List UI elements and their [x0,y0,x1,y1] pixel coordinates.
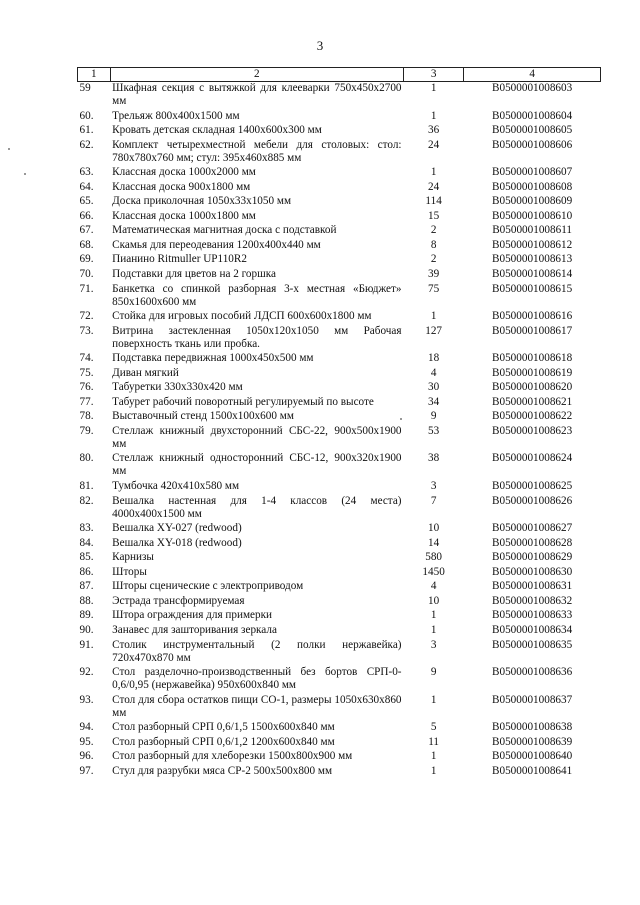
table-row [78,110,601,125]
item-number: 77. [79,395,94,408]
item-code: B0500001008639 [492,735,573,748]
item-name: Комплект четырехместной мебели для столовых: стол: 780х780х760 мм; стул: 395х460х885 мм [112,138,402,164]
item-number: 88. [79,594,94,607]
item-code: B0500001008628 [492,536,573,549]
table-row [78,181,601,196]
header-col-4: 4 [464,68,601,82]
item-number: 64. [79,180,94,193]
scan-speck [24,173,26,175]
item-code: B0500001008605 [492,124,573,137]
item-number: 97. [79,764,94,777]
item-code: B0500001008620 [492,381,573,394]
table-row [78,325,601,353]
item-number: 85. [79,551,94,564]
item-quantity: 2 [430,224,437,237]
item-code: B0500001008631 [492,580,573,593]
table-row [78,195,601,210]
item-code: B0500001008613 [492,253,573,266]
item-name: Шкафная секция с вытяжкой для клееварки 750х450х2700 мм [112,82,402,107]
item-number: 82. [79,494,94,507]
table-row [78,750,601,765]
item-code: B0500001008609 [492,195,573,208]
item-name: Кровать детская складная 1400х600х300 мм [112,124,322,137]
item-number: 68. [79,238,94,251]
item-name: Стол разборный СРП 0,6/1,2 1200х600х840 мм [112,735,335,748]
table-row [78,239,601,254]
item-quantity: 1 [430,693,437,706]
item-number: 79. [79,424,94,437]
item-quantity: 7 [430,494,437,507]
item-code: B0500001008603 [492,82,573,94]
item-code: B0500001008608 [492,180,573,193]
item-code: B0500001008611 [492,224,572,237]
table-row [78,82,601,110]
item-code: B0500001008618 [492,352,573,365]
item-quantity: 53 [428,424,440,437]
item-number: 66. [79,209,94,222]
item-name: Выставочный стенд 1500х100х600 мм [112,410,294,423]
item-code: B0500001008610 [492,209,573,222]
table-row [78,452,601,480]
item-name: Пианино Ritmuller UP110R2 [112,253,247,266]
header-col-2: 2 [110,68,403,82]
item-quantity: 18 [428,352,440,365]
item-quantity: 39 [428,268,440,281]
item-number: 62. [79,138,94,151]
item-code: B0500001008636 [492,666,573,679]
item-name: Стол разделочно-производственный без бортов СРП-0-0,6/0,95 (нержавейка) 950х600х840 мм [112,666,402,692]
table-row [78,580,601,595]
item-quantity: 38 [428,452,440,465]
item-code: B0500001008616 [492,310,573,323]
item-name: Классная доска 1000х1800 мм [112,209,256,222]
item-quantity: 8 [430,238,437,251]
item-quantity: 11 [428,735,439,748]
item-number: 89. [79,609,94,622]
item-name: Трельяж 800х400х1500 мм [112,109,240,122]
item-quantity: 10 [428,594,440,607]
page-number: 3 [316,38,324,53]
item-number: 91. [79,638,94,651]
scan-speck [400,418,402,420]
item-name: Банкетка со спинкой разборная 3-х местная «Бюджет» 850х1600х600 мм [112,282,402,308]
table-row [78,595,601,610]
item-quantity: 1 [430,310,437,323]
item-quantity: 75 [428,282,440,295]
table-body [78,82,601,780]
item-quantity: 24 [428,180,440,193]
item-quantity: 3 [430,480,437,493]
scan-speck [8,148,10,150]
item-name: Скамья для переодевания 1200х400х440 мм [112,238,321,251]
item-number: 65. [79,195,94,208]
table-row [78,609,601,624]
item-name: Стол для сбора остатков пищи СО-1, размеры 1050х630х860 мм [112,693,402,719]
header-col-3: 3 [404,68,464,82]
item-number: 92. [79,666,94,679]
item-quantity: 24 [428,138,440,151]
item-code: B0500001008640 [492,750,573,763]
table-row [78,310,601,325]
item-code: B0500001008634 [492,623,573,636]
item-name: Вешалка XY-018 (redwood) [112,536,242,549]
item-code: B0500001008633 [492,609,573,622]
item-number: 73. [79,324,94,337]
item-number: 60. [79,109,94,122]
item-quantity: 34 [428,395,440,408]
table-row [78,537,601,552]
item-name: Стол разборный СРП 0,6/1,5 1500х600х840 мм [112,721,335,734]
item-number: 87. [79,580,94,593]
item-name: Табурет рабочий поворотный регулируемый по высоте [112,395,374,408]
item-quantity: 1 [430,109,437,122]
item-quantity: 1 [430,764,437,777]
item-code: B0500001008615 [492,282,573,295]
table-row [78,495,601,523]
item-quantity: 1450 [422,565,445,578]
item-code: B0500001008641 [492,764,573,777]
item-name: Штора ограждения для примерки [112,609,273,622]
table-row [78,367,601,382]
table-row [78,124,601,139]
item-code: B0500001008619 [492,366,573,379]
item-code: B0500001008637 [492,693,573,706]
item-name: Диван мягкий [112,366,179,379]
item-quantity: 4 [430,580,437,593]
table-row [78,166,601,181]
table-header-row [78,68,601,82]
item-number: 96. [79,750,94,763]
item-name: Эстрада трансформируемая [112,594,245,607]
item-name: Тумбочка 420х410х580 мм [112,480,240,493]
item-code: B0500001008629 [492,551,573,564]
item-name: Математическая магнитная доска с подставкой [112,224,337,237]
item-code: B0500001008606 [492,138,573,151]
table-row [78,522,601,537]
table-row [78,666,601,694]
table-row [78,639,601,667]
item-code: B0500001008632 [492,594,573,607]
item-name: Вешалка настенная для 1-4 классов (24 места) 4000х400х1500 мм [112,494,402,520]
item-quantity: 1 [430,166,437,179]
item-quantity: 1 [430,82,437,94]
table-row [78,736,601,751]
item-code: B0500001008635 [492,638,573,651]
item-code: B0500001008617 [492,324,573,337]
item-name: Карнизы [112,551,154,564]
header-col-1: 1 [78,68,111,82]
item-number: 76. [79,381,94,394]
item-code: B0500001008612 [492,238,573,251]
table-row [78,566,601,581]
item-number: 70. [79,268,94,281]
item-number: 86. [79,565,94,578]
item-code: B0500001008627 [492,522,573,535]
item-quantity: 3 [430,638,437,651]
table-row [78,765,601,780]
inventory-table [77,67,601,779]
item-quantity: 9 [430,410,437,423]
item-name: Стол разборный для хлеборезки 1500х800х900 мм [112,750,353,763]
item-quantity: 127 [425,324,442,337]
item-code: B0500001008625 [492,480,573,493]
item-code: B0500001008623 [492,424,573,437]
item-number: 67. [79,224,94,237]
item-number: 94. [79,721,94,734]
table-row [78,352,601,367]
item-name: Стеллаж книжный односторонний СБС-12, 900х320х1900 мм [112,452,402,478]
item-quantity: 1 [430,609,437,622]
item-name: Подставка передвижная 1000х450х500 мм [112,352,314,365]
item-number: 74. [79,352,94,365]
item-number: 90. [79,623,94,636]
item-quantity: 15 [428,209,440,222]
table-row [78,381,601,396]
item-name: Занавес для зашторивания зеркала [112,623,277,636]
item-quantity: 2 [430,253,437,266]
item-name: Вешалка XY-027 (redwood) [112,522,242,535]
item-code: B0500001008621 [492,395,573,408]
item-name: Столик инструментальный (2 полки нержавейка) 720х470х870 мм [112,638,402,664]
item-code: B0500001008622 [492,410,573,423]
item-quantity: 580 [425,551,442,564]
item-quantity: 36 [428,124,440,137]
item-quantity: 9 [430,666,437,679]
table-row [78,694,601,722]
item-quantity: 4 [430,366,437,379]
item-number: 63. [79,166,94,179]
item-number: 83. [79,522,94,535]
item-number: 81. [79,480,94,493]
table-row [78,210,601,225]
item-code: B0500001008624 [492,452,573,465]
item-number: 84. [79,536,94,549]
item-number: 75. [79,366,94,379]
item-number: 78. [79,410,94,423]
item-quantity: 1 [430,623,437,636]
item-quantity: 114 [425,195,442,208]
item-number: 61. [79,124,94,137]
item-name: Шторы [112,565,147,578]
item-code: B0500001008614 [492,268,573,281]
table-row [78,283,601,311]
item-quantity: 1 [430,750,437,763]
table-row [78,253,601,268]
item-quantity: 30 [428,381,440,394]
item-code: B0500001008638 [492,721,573,734]
table-row [78,480,601,495]
item-number: 59 [79,82,91,94]
item-name: Подставки для цветов на 2 горшка [112,268,276,281]
item-number: 71. [79,282,94,295]
table-row [78,410,601,425]
table-row [78,139,601,167]
item-name: Шторы сценические с электроприводом [112,580,304,593]
table-row [78,721,601,736]
table-row [78,551,601,566]
item-quantity: 10 [428,522,440,535]
item-name: Стойка для игровых пособий ЛДСП 600х600х1800 мм [112,310,372,323]
item-code: B0500001008604 [492,109,573,122]
item-name: Стеллаж книжный двухсторонний СБС-22, 900х500х1900 мм [112,424,402,450]
item-name: Витрина застекленная 1050х120х1050 мм Рабочая поверхность ткань или пробка. [112,324,402,350]
item-number: 69. [79,253,94,266]
item-quantity: 5 [430,721,437,734]
table-row [78,268,601,283]
table-row [78,224,601,239]
item-number: 95. [79,735,94,748]
item-name: Табуретки 330х330х420 мм [112,381,243,394]
table-row [78,396,601,411]
item-number: 93. [79,693,94,706]
item-number: 80. [79,452,94,465]
table-row [78,425,601,453]
table-row [78,624,601,639]
item-number: 72. [79,310,94,323]
item-quantity: 14 [428,536,440,549]
item-name: Классная доска 900х1800 мм [112,180,251,193]
item-code: B0500001008626 [492,494,573,507]
item-code: B0500001008607 [492,166,573,179]
item-name: Стул для разрубки мяса СР-2 500х500х800 мм [112,764,333,777]
item-name: Доска приколочная 1050х33х1050 мм [112,195,292,208]
item-name: Классная доска 1000х2000 мм [112,166,256,179]
item-code: B0500001008630 [492,565,573,578]
